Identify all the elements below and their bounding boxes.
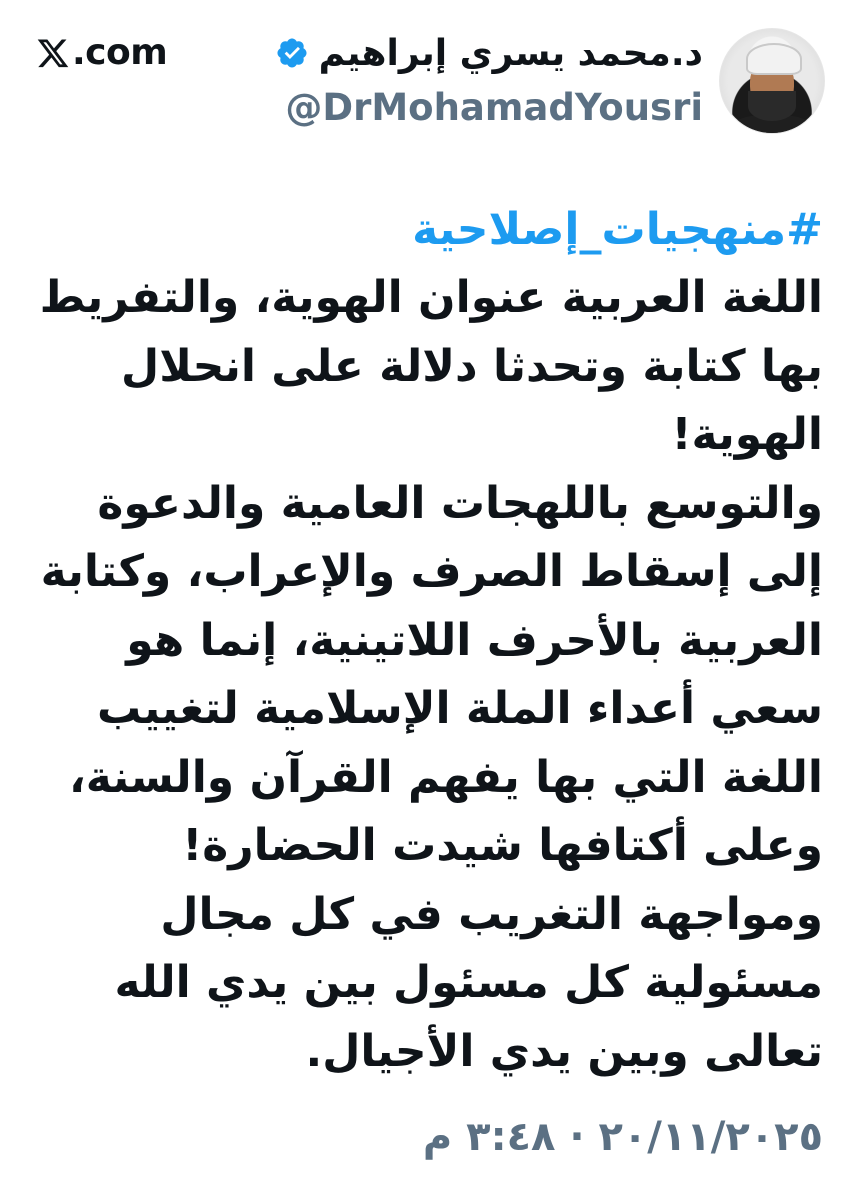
avatar-beard	[748, 91, 796, 121]
tweet-line: والتوسع باللهجات العامية والدعوة	[97, 477, 823, 529]
brand-suffix: .com	[72, 32, 168, 73]
avatar-cap	[746, 43, 802, 75]
tweet-line: سعي أعداء الملة الإسلامية لتغييب	[97, 683, 823, 734]
tweet-line: ومواجهة التغريب في كل مجال	[160, 888, 823, 940]
tweet-timestamp[interactable]: ٢٠/١١/٢٠٢٥ · ٣:٤٨ م	[422, 1114, 823, 1160]
tweet-line: اللغة التي بها يفهم القرآن والسنة،	[69, 751, 823, 803]
author-avatar[interactable]	[719, 28, 825, 134]
author-handle[interactable]: @DrMohamadYousri	[285, 86, 703, 129]
tweet-line: اللغة العربية عنوان الهوية، والتفريط	[39, 272, 823, 323]
tweet-line: العربية بالأحرف اللاتينية، إنما هو	[126, 614, 823, 666]
tweet-line: وعلى أكتافها شيدت الحضارة!	[182, 820, 823, 871]
brand[interactable]	[36, 32, 167, 73]
tweet-line: تعالى وبين يدي الأجيال.	[305, 1025, 823, 1077]
verified-badge-icon	[275, 36, 309, 70]
author-display-name: د.محمد يسري إبراهيم	[318, 32, 703, 74]
tweet-line: مسئولية كل مسئول بين يدي الله	[114, 957, 823, 1008]
x-logo-icon	[36, 36, 70, 70]
tweet-line: إلى إسقاط الصرف والإعراب، وكتابة	[40, 546, 823, 597]
author-name-row[interactable]	[275, 30, 703, 76]
tweet-line: بها كتابة وتحدثا دلالة على انحلال	[121, 340, 823, 392]
tweet-line: الهوية!	[671, 409, 823, 460]
hashtag-link[interactable]: #منهجيات_إصلاحية	[412, 204, 823, 255]
tweet-header	[36, 22, 825, 142]
tweet-text	[20, 196, 823, 1086]
